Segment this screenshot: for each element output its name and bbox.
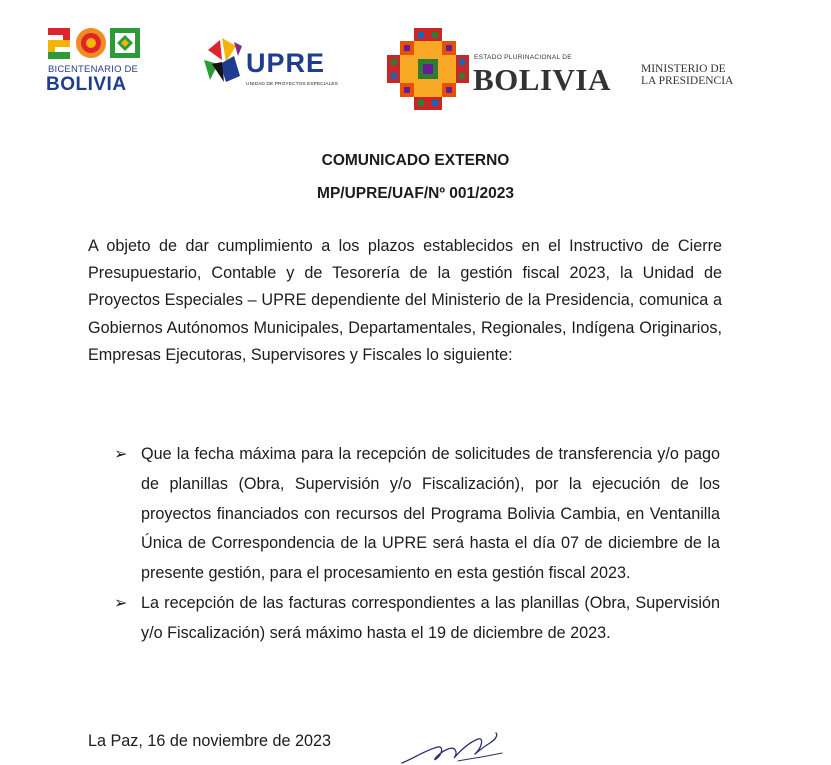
bicentenario-caption: BICENTENARIO DE bbox=[48, 64, 139, 75]
bicentenario-emblem bbox=[46, 26, 148, 62]
arrow-bullet-icon: ➢ bbox=[114, 594, 128, 612]
arrow-bullet-icon: ➢ bbox=[114, 446, 128, 463]
estado-caption: ESTADO PLURINACIONAL DE bbox=[474, 54, 572, 61]
list-item-text: La recepción de las facturas correspondientes a las planillas (Obra, Supervisión y/o Fiscalización) será máximo hasta el 19 de diciembre de 2023. bbox=[141, 593, 720, 642]
estado-plurinacional-logo bbox=[385, 26, 611, 112]
upre-logo bbox=[200, 36, 340, 96]
bicentenario-wordmark: BOLIVIA bbox=[46, 74, 127, 95]
ministerio-line-2: LA PRESIDENCIA bbox=[641, 75, 734, 87]
document-title: COMUNICADO EXTERNO bbox=[321, 152, 510, 169]
document-code: MP/UPRE/UAF/Nº 001/2023 bbox=[317, 185, 514, 202]
chakana-emblem bbox=[385, 26, 471, 112]
ministerio-line-1: MINISTERIO DE bbox=[641, 63, 726, 75]
list-item bbox=[114, 440, 720, 589]
signature bbox=[398, 731, 518, 765]
estado-wordmark: BOLIVIA bbox=[473, 62, 611, 97]
bicentenario-logo bbox=[46, 26, 148, 96]
list-item-text: Que la fecha máxima para la recepción de solicitudes de transferencia y/o pago de planillas (Obra, Supervisión y/o Fiscalización), por la ejecución de los proyectos financiados con recursos del Programa Bolivia Cambia, en Ventanilla Única de Correspondencia de la UPRE será hasta el día 07 de diciembre de la presente gestión, para el procesamiento en esta gestión fiscal 2023. bbox=[141, 445, 720, 583]
place-date-line: La Paz, 16 de noviembre de 2023 bbox=[88, 732, 331, 750]
intro-paragraph: A objeto de dar cumplimiento a los plazos establecidos en el Instructivo de Cierre Presupuestario, Contable y de Tesorería de la gestión fiscal 2023, la Unidad de Proyectos Especiales – UPRE dependiente del Ministerio de la Presidencia, comunica a Gobiernos Autónomos Municipales, Departamentales, Regionales, Indígena Originarios, Empresas Ejecutoras, Supervisores y Fiscales lo siguiente: bbox=[88, 237, 722, 364]
upre-emblem bbox=[200, 36, 246, 86]
notice-list bbox=[114, 440, 720, 649]
upre-subtitle: UNIDAD DE PROYECTOS ESPECIALES bbox=[246, 82, 338, 87]
list-item bbox=[114, 589, 720, 649]
ministerio-logo bbox=[641, 63, 781, 87]
upre-wordmark: UPRE bbox=[246, 48, 326, 78]
